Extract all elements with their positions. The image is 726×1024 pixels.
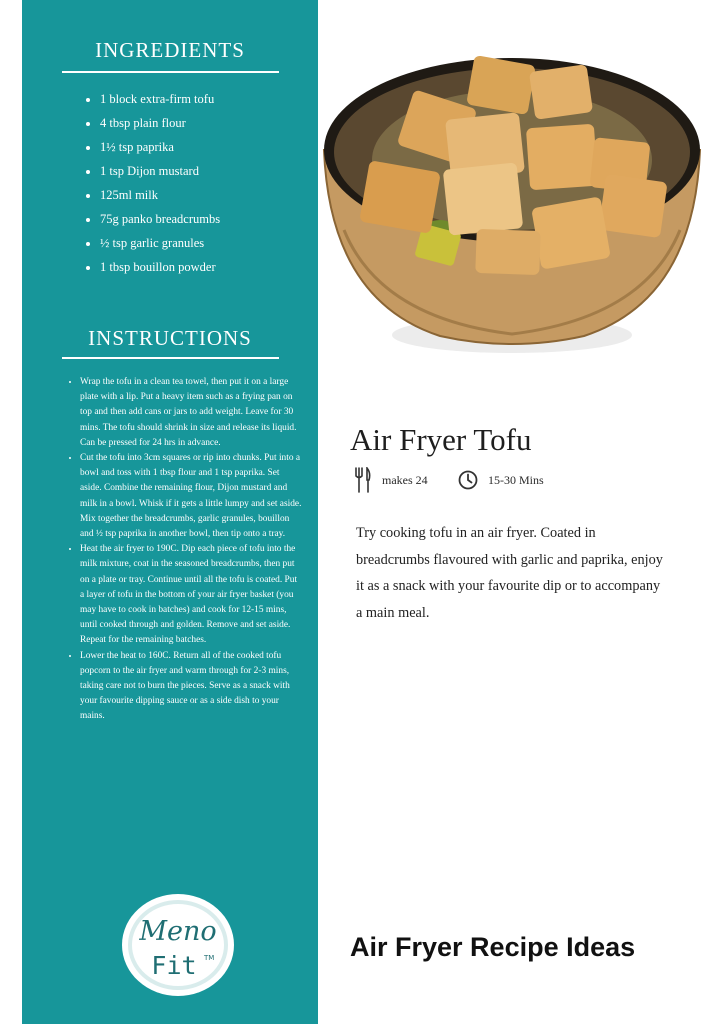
instructions-list	[66, 375, 302, 725]
menofit-logo	[118, 890, 238, 1000]
instructions-heading: INSTRUCTIONS	[88, 326, 252, 350]
instruction-step: • Heat the air fryer to 190C. Dip each piece of tofu into the milk mixture, coat in the seasoned breadcrumbs, then put on a plate or tray. Continue until all the tofu is coated. Put a layer of tofu in the bottom of your air fryer basket (you may have to cook in batches) and cook for 12-15 mins, until cooked through and golden. Remove and set aside. Repeat for the remaining batches.	[80, 542, 302, 648]
instruction-step: • Cut the tofu into 3cm squares or rip into chunks. Put into a bowl and toss with 1 tbsp flour and 1 tsp paprika. Set aside. Combine the remaining flour, Dijon mustard and milk in a bowl. Whisk if it gets a little lumpy and set aside. Mix together the breadcrumbs, garlic granules, bouillon and ½ tsp paprika in another bowl, then tip onto a tray.	[80, 451, 302, 542]
logo-trademark: TM	[204, 954, 215, 962]
logo-text-meno: Meno	[139, 916, 217, 947]
time-info	[458, 467, 544, 493]
servings-text: makes 24	[382, 472, 428, 487]
fork-knife-icon	[354, 467, 372, 493]
instruction-step: • Lower the heat to 160C. Return all of the cooked tofu popcorn to the air fryer and warm through for 2-3 mins, taking care not to burn the pieces. Serve as a snack with your favourite dipping sauce or as a side dish to your mains.	[80, 649, 302, 725]
time-text: 15-30 Mins	[488, 472, 544, 487]
ingredient-item: • 4 tbsp plain flour	[100, 111, 320, 135]
ingredients-divider	[62, 71, 279, 73]
tofu-bowl-photo	[320, 0, 704, 393]
ingredient-item: • 75g panko breadcrumbs	[100, 207, 320, 231]
clock-icon	[458, 470, 478, 490]
ingredients-heading: INGREDIENTS	[95, 38, 245, 62]
collection-title: Air Fryer Recipe Ideas	[350, 932, 636, 962]
instruction-step: • Wrap the tofu in a clean tea towel, then put it on a large plate with a lip. Put a heavy item such as a frying pan on top and then add cans or jars to add weight. Leave for 30 mins. The tofu should shrink in size and release its liquid. Can be pressed for 24 hrs in advance.	[80, 375, 302, 451]
ingredient-item: • 1 tbsp bouillon powder	[100, 255, 320, 279]
instructions-divider	[62, 357, 279, 359]
ingredient-item: • 1½ tsp paprika	[100, 135, 320, 159]
ingredients-list	[80, 87, 320, 279]
ingredient-item: • 1 block extra-firm tofu	[100, 87, 320, 111]
recipe-title: Air Fryer Tofu	[350, 422, 532, 457]
sidebar-panel	[22, 0, 318, 1024]
servings-info	[354, 467, 428, 493]
ingredient-item: • ½ tsp garlic granules	[100, 231, 320, 255]
recipe-description: Try cooking tofu in an air fryer. Coated in breadcrumbs flavoured with garlic and paprika, enjoy it as a snack with your favourite dip or to accompany a main meal.	[356, 525, 663, 621]
ingredient-item: • 1 tsp Dijon mustard	[100, 159, 320, 183]
ingredient-item: • 125ml milk	[100, 183, 320, 207]
logo-text-fit: Fit	[151, 951, 197, 980]
